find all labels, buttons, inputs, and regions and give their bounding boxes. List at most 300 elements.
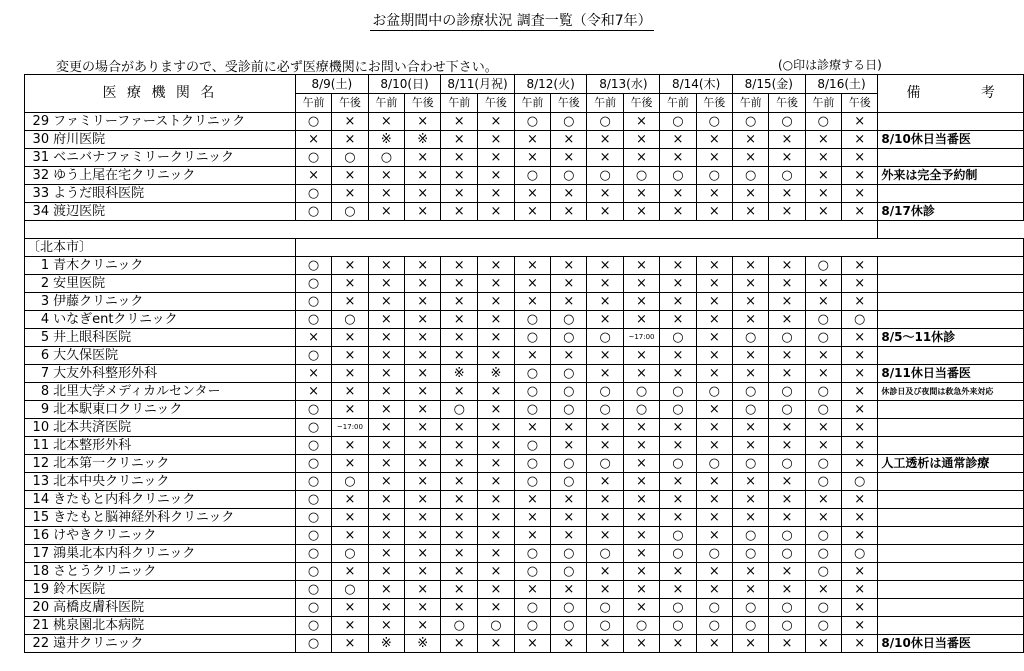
status-cell: × xyxy=(623,185,659,203)
header-am: 午前 xyxy=(441,94,478,113)
section-row xyxy=(25,239,1024,257)
status-cell: × xyxy=(332,635,368,653)
status-cell: × xyxy=(405,437,441,455)
institution-name: 北本中央クリニック xyxy=(51,473,295,491)
institution-name: 大久保医院 xyxy=(51,347,295,365)
status-cell: ○ xyxy=(295,419,331,437)
status-cell: ○ xyxy=(696,617,732,635)
status-cell: × xyxy=(295,383,331,401)
status-cell: × xyxy=(295,167,331,185)
status-cell: × xyxy=(587,293,623,311)
status-cell: ○ xyxy=(769,599,805,617)
status-cell: × xyxy=(368,311,404,329)
table-row xyxy=(25,113,1024,131)
remarks-cell xyxy=(878,617,1024,635)
status-cell: × xyxy=(441,491,478,509)
status-cell: × xyxy=(769,293,805,311)
status-cell: × xyxy=(769,347,805,365)
status-cell: × xyxy=(732,257,768,275)
status-cell: × xyxy=(769,581,805,599)
row-number: 4 xyxy=(25,311,52,329)
row-number: 22 xyxy=(25,635,52,653)
status-cell: ○ xyxy=(587,167,623,185)
status-cell: ○ xyxy=(295,563,331,581)
header-pm: 午後 xyxy=(769,94,805,113)
status-cell: × xyxy=(842,185,878,203)
status-cell: × xyxy=(623,347,659,365)
status-cell: × xyxy=(441,599,478,617)
status-cell: × xyxy=(696,635,732,653)
header-remarks: 備 考 xyxy=(878,75,1024,113)
status-cell: × xyxy=(842,275,878,293)
remarks-cell xyxy=(878,401,1024,419)
status-cell: × xyxy=(405,563,441,581)
status-cell: × xyxy=(441,167,478,185)
status-cell: × xyxy=(805,491,841,509)
status-cell: × xyxy=(842,455,878,473)
institution-name: 府川医院 xyxy=(51,131,295,149)
status-cell: × xyxy=(478,473,515,491)
status-cell: × xyxy=(696,419,732,437)
status-cell: × xyxy=(405,581,441,599)
status-cell: ○ xyxy=(295,113,331,131)
status-cell: × xyxy=(332,617,368,635)
row-number: 11 xyxy=(25,437,52,455)
status-cell: ○ xyxy=(769,401,805,419)
status-cell: × xyxy=(805,437,841,455)
status-cell: × xyxy=(368,329,404,347)
row-number: 8 xyxy=(25,383,52,401)
status-cell: × xyxy=(514,527,550,545)
status-cell: × xyxy=(478,329,515,347)
status-cell: ○ xyxy=(551,113,587,131)
status-cell: × xyxy=(478,527,515,545)
status-cell: ○ xyxy=(732,617,768,635)
status-cell: × xyxy=(478,203,515,221)
status-cell: × xyxy=(842,383,878,401)
status-cell: × xyxy=(805,347,841,365)
table-row xyxy=(25,401,1024,419)
status-cell: × xyxy=(368,509,404,527)
status-cell: × xyxy=(587,275,623,293)
status-cell: × xyxy=(696,149,732,167)
status-cell: ○ xyxy=(805,383,841,401)
institution-name: 北本第一クリニック xyxy=(51,455,295,473)
status-cell: ○ xyxy=(696,113,732,131)
remarks-cell xyxy=(878,311,1024,329)
status-cell: × xyxy=(842,491,878,509)
header-am: 午前 xyxy=(732,94,768,113)
status-cell: × xyxy=(478,437,515,455)
status-cell: × xyxy=(368,293,404,311)
status-cell: × xyxy=(623,509,659,527)
status-cell: × xyxy=(368,545,404,563)
status-cell: ○ xyxy=(478,617,515,635)
status-cell: ○ xyxy=(332,149,368,167)
header-date: 8/15(金) xyxy=(732,75,805,94)
table-row xyxy=(25,581,1024,599)
status-cell: ○ xyxy=(587,599,623,617)
row-number: 20 xyxy=(25,599,52,617)
status-cell: × xyxy=(332,347,368,365)
table-row xyxy=(25,149,1024,167)
status-cell: × xyxy=(805,167,841,185)
table-row xyxy=(25,599,1024,617)
status-cell: ○ xyxy=(551,365,587,383)
status-cell: ○ xyxy=(514,329,550,347)
status-cell: × xyxy=(732,473,768,491)
status-cell: × xyxy=(842,509,878,527)
status-cell: × xyxy=(842,527,878,545)
status-cell: ○ xyxy=(805,311,841,329)
status-cell: × xyxy=(405,491,441,509)
notice-text: 変更の場合がありますので、受診前に必ず医療機関にお問い合わせ下さい。 xyxy=(56,60,498,75)
status-cell: × xyxy=(478,149,515,167)
status-cell: × xyxy=(623,473,659,491)
header-pm: 午後 xyxy=(623,94,659,113)
status-cell: × xyxy=(405,275,441,293)
status-cell: ○ xyxy=(732,401,768,419)
status-cell: × xyxy=(514,131,550,149)
status-cell: × xyxy=(368,599,404,617)
status-cell: × xyxy=(514,635,550,653)
status-cell: × xyxy=(842,203,878,221)
status-cell: × xyxy=(551,293,587,311)
status-cell: × xyxy=(551,437,587,455)
row-number: 33 xyxy=(25,185,52,203)
status-cell: × xyxy=(405,293,441,311)
status-cell: ~17:00 xyxy=(332,419,368,437)
row-number: 14 xyxy=(25,491,52,509)
status-cell: ○ xyxy=(623,401,659,419)
remarks-cell xyxy=(878,491,1024,509)
row-number: 9 xyxy=(25,401,52,419)
status-cell: ○ xyxy=(332,581,368,599)
status-cell: × xyxy=(405,329,441,347)
table-body xyxy=(25,113,1024,653)
status-cell: × xyxy=(805,203,841,221)
status-cell: ○ xyxy=(842,473,878,491)
status-cell: × xyxy=(732,419,768,437)
status-cell: ○ xyxy=(295,455,331,473)
status-cell: × xyxy=(332,437,368,455)
status-cell: × xyxy=(660,509,696,527)
status-cell: × xyxy=(732,275,768,293)
status-cell: × xyxy=(842,437,878,455)
status-cell: ○ xyxy=(805,455,841,473)
table-row xyxy=(25,293,1024,311)
status-cell: × xyxy=(623,563,659,581)
institution-name: ゆう上尾在宅クリニック xyxy=(51,167,295,185)
status-cell: ※ xyxy=(478,365,515,383)
status-cell: ○ xyxy=(295,293,331,311)
status-cell: × xyxy=(405,527,441,545)
status-cell: × xyxy=(551,275,587,293)
status-cell: ○ xyxy=(551,167,587,185)
table-row xyxy=(25,329,1024,347)
status-cell: ○ xyxy=(295,581,331,599)
institution-name: 大友外科整形外科 xyxy=(51,365,295,383)
row-number: 19 xyxy=(25,581,52,599)
status-cell: × xyxy=(732,563,768,581)
status-cell: ○ xyxy=(805,617,841,635)
status-cell: ○ xyxy=(732,545,768,563)
table-row xyxy=(25,257,1024,275)
status-cell: ○ xyxy=(769,113,805,131)
institution-name: 井上眼科医院 xyxy=(51,329,295,347)
remarks-cell xyxy=(878,437,1024,455)
status-cell: × xyxy=(478,455,515,473)
status-cell: ○ xyxy=(769,167,805,185)
row-number: 10 xyxy=(25,419,52,437)
row-number: 15 xyxy=(25,509,52,527)
institution-name: 遠井クリニック xyxy=(51,635,295,653)
status-cell: ○ xyxy=(441,401,478,419)
status-cell: × xyxy=(405,203,441,221)
status-cell: × xyxy=(332,293,368,311)
status-cell: × xyxy=(660,185,696,203)
status-cell: × xyxy=(514,149,550,167)
status-cell: ○ xyxy=(696,599,732,617)
status-cell: × xyxy=(551,347,587,365)
header-am: 午前 xyxy=(368,94,404,113)
institution-name: ようだ眼科医院 xyxy=(51,185,295,203)
remarks-cell xyxy=(878,293,1024,311)
table-header xyxy=(25,75,1024,113)
status-cell: × xyxy=(478,581,515,599)
status-cell: × xyxy=(696,581,732,599)
status-cell: ○ xyxy=(514,167,550,185)
status-cell: × xyxy=(660,275,696,293)
status-cell: × xyxy=(441,419,478,437)
status-cell: ○ xyxy=(587,113,623,131)
status-cell: × xyxy=(441,293,478,311)
status-cell: × xyxy=(842,563,878,581)
table-row xyxy=(25,617,1024,635)
status-cell: × xyxy=(587,491,623,509)
status-cell: × xyxy=(295,329,331,347)
status-cell: × xyxy=(660,635,696,653)
status-cell: × xyxy=(405,617,441,635)
status-cell: ※ xyxy=(368,635,404,653)
institution-name: 渡辺医院 xyxy=(51,203,295,221)
status-cell: × xyxy=(441,563,478,581)
row-number: 17 xyxy=(25,545,52,563)
row-number: 34 xyxy=(25,203,52,221)
status-cell: × xyxy=(405,113,441,131)
row-number: 18 xyxy=(25,563,52,581)
status-cell: × xyxy=(514,203,550,221)
status-cell: × xyxy=(842,257,878,275)
status-cell: ○ xyxy=(551,545,587,563)
legend-text: (○印は診療する日) xyxy=(778,58,882,72)
row-number: 16 xyxy=(25,527,52,545)
remarks-cell xyxy=(878,113,1024,131)
status-cell: × xyxy=(769,311,805,329)
status-cell: × xyxy=(441,581,478,599)
status-cell: × xyxy=(623,365,659,383)
status-cell: × xyxy=(660,131,696,149)
remarks-cell: 8/17休診 xyxy=(878,203,1024,221)
status-cell: ○ xyxy=(551,383,587,401)
remarks-cell xyxy=(878,581,1024,599)
status-cell: × xyxy=(441,113,478,131)
status-cell: ○ xyxy=(696,455,732,473)
table-row xyxy=(25,131,1024,149)
status-cell: × xyxy=(660,563,696,581)
status-cell: ○ xyxy=(660,527,696,545)
status-cell: × xyxy=(551,509,587,527)
status-cell: × xyxy=(368,617,404,635)
status-cell: × xyxy=(478,563,515,581)
status-cell: ○ xyxy=(805,527,841,545)
status-cell: × xyxy=(405,347,441,365)
status-cell: × xyxy=(732,311,768,329)
status-cell: × xyxy=(732,131,768,149)
status-cell: × xyxy=(696,257,732,275)
institution-name: いなぎentクリニック xyxy=(51,311,295,329)
status-cell: ○ xyxy=(332,545,368,563)
table-row xyxy=(25,509,1024,527)
status-cell: ○ xyxy=(514,545,550,563)
status-cell: × xyxy=(405,419,441,437)
institution-name: 安里医院 xyxy=(51,275,295,293)
remarks-cell xyxy=(878,149,1024,167)
status-cell: × xyxy=(587,365,623,383)
remarks-cell xyxy=(878,599,1024,617)
status-cell: × xyxy=(405,383,441,401)
status-cell: ○ xyxy=(514,599,550,617)
status-cell: ○ xyxy=(295,491,331,509)
status-cell: × xyxy=(514,257,550,275)
status-cell: × xyxy=(405,257,441,275)
status-cell: × xyxy=(805,509,841,527)
status-cell: ○ xyxy=(696,545,732,563)
status-cell: × xyxy=(587,437,623,455)
header-pm: 午後 xyxy=(405,94,441,113)
status-cell: × xyxy=(842,293,878,311)
status-cell: × xyxy=(441,275,478,293)
remarks-cell: 8/10休日当番医 xyxy=(878,131,1024,149)
status-cell: × xyxy=(696,131,732,149)
status-cell: × xyxy=(660,581,696,599)
status-cell: × xyxy=(368,275,404,293)
status-cell: × xyxy=(732,509,768,527)
status-cell: ○ xyxy=(514,455,550,473)
status-cell: ※ xyxy=(405,131,441,149)
row-number: 7 xyxy=(25,365,52,383)
status-cell: × xyxy=(623,455,659,473)
status-cell: × xyxy=(805,419,841,437)
status-cell: ○ xyxy=(805,329,841,347)
status-cell: ○ xyxy=(514,437,550,455)
status-cell: ○ xyxy=(295,275,331,293)
status-cell: × xyxy=(478,491,515,509)
status-cell: × xyxy=(332,329,368,347)
header-pm: 午後 xyxy=(478,94,515,113)
status-cell: ○ xyxy=(514,383,550,401)
status-cell: × xyxy=(295,365,331,383)
status-cell: × xyxy=(732,203,768,221)
blank-cell xyxy=(51,221,878,239)
row-number: 29 xyxy=(25,113,52,131)
status-cell: × xyxy=(623,635,659,653)
institution-name: さとうクリニック xyxy=(51,563,295,581)
status-cell: ○ xyxy=(587,617,623,635)
status-cell: ○ xyxy=(660,167,696,185)
status-cell: ○ xyxy=(805,563,841,581)
status-cell: ○ xyxy=(587,455,623,473)
status-cell: ○ xyxy=(514,563,550,581)
status-cell: ○ xyxy=(769,545,805,563)
status-cell: × xyxy=(732,635,768,653)
status-cell: × xyxy=(842,131,878,149)
status-cell: × xyxy=(441,455,478,473)
status-cell: × xyxy=(478,545,515,563)
status-cell: × xyxy=(660,149,696,167)
header-date: 8/13(水) xyxy=(587,75,660,94)
status-cell: × xyxy=(587,527,623,545)
table-row xyxy=(25,383,1024,401)
status-cell: × xyxy=(441,527,478,545)
institution-name: きたもと脳神経外科クリニック xyxy=(51,509,295,527)
row-number: 32 xyxy=(25,167,52,185)
status-cell: × xyxy=(769,419,805,437)
status-cell: × xyxy=(295,131,331,149)
status-cell: × xyxy=(405,401,441,419)
status-cell: × xyxy=(441,383,478,401)
status-cell: × xyxy=(587,203,623,221)
remarks-cell xyxy=(878,419,1024,437)
header-date: 8/9(土) xyxy=(295,75,368,94)
status-cell: × xyxy=(514,509,550,527)
status-cell: ※ xyxy=(368,131,404,149)
remarks-cell xyxy=(878,275,1024,293)
status-cell: × xyxy=(405,149,441,167)
table-row xyxy=(25,455,1024,473)
status-cell: × xyxy=(660,419,696,437)
status-cell: × xyxy=(842,635,878,653)
status-cell: × xyxy=(660,473,696,491)
status-cell: × xyxy=(696,437,732,455)
status-cell: × xyxy=(769,473,805,491)
status-cell: ○ xyxy=(295,545,331,563)
header-am: 午前 xyxy=(295,94,331,113)
status-cell: × xyxy=(405,473,441,491)
status-cell: × xyxy=(660,491,696,509)
status-cell: ○ xyxy=(660,617,696,635)
remarks-cell: 8/10休日当番医 xyxy=(878,635,1024,653)
status-cell: × xyxy=(587,473,623,491)
table-row xyxy=(25,419,1024,437)
status-cell: ○ xyxy=(551,563,587,581)
status-cell: × xyxy=(660,437,696,455)
status-cell: ○ xyxy=(696,167,732,185)
status-cell: ○ xyxy=(732,113,768,131)
status-cell: × xyxy=(368,347,404,365)
status-cell: × xyxy=(441,257,478,275)
status-cell: × xyxy=(623,545,659,563)
header-am: 午前 xyxy=(587,94,623,113)
status-cell: ○ xyxy=(623,383,659,401)
status-cell: × xyxy=(769,257,805,275)
status-cell: ○ xyxy=(805,473,841,491)
status-cell: × xyxy=(587,635,623,653)
header-date: 8/11(月祝) xyxy=(441,75,514,94)
status-cell: × xyxy=(623,203,659,221)
page-title: お盆期間中の診療状況 調査一覧（令和7年） xyxy=(372,13,652,29)
status-cell: ○ xyxy=(551,455,587,473)
